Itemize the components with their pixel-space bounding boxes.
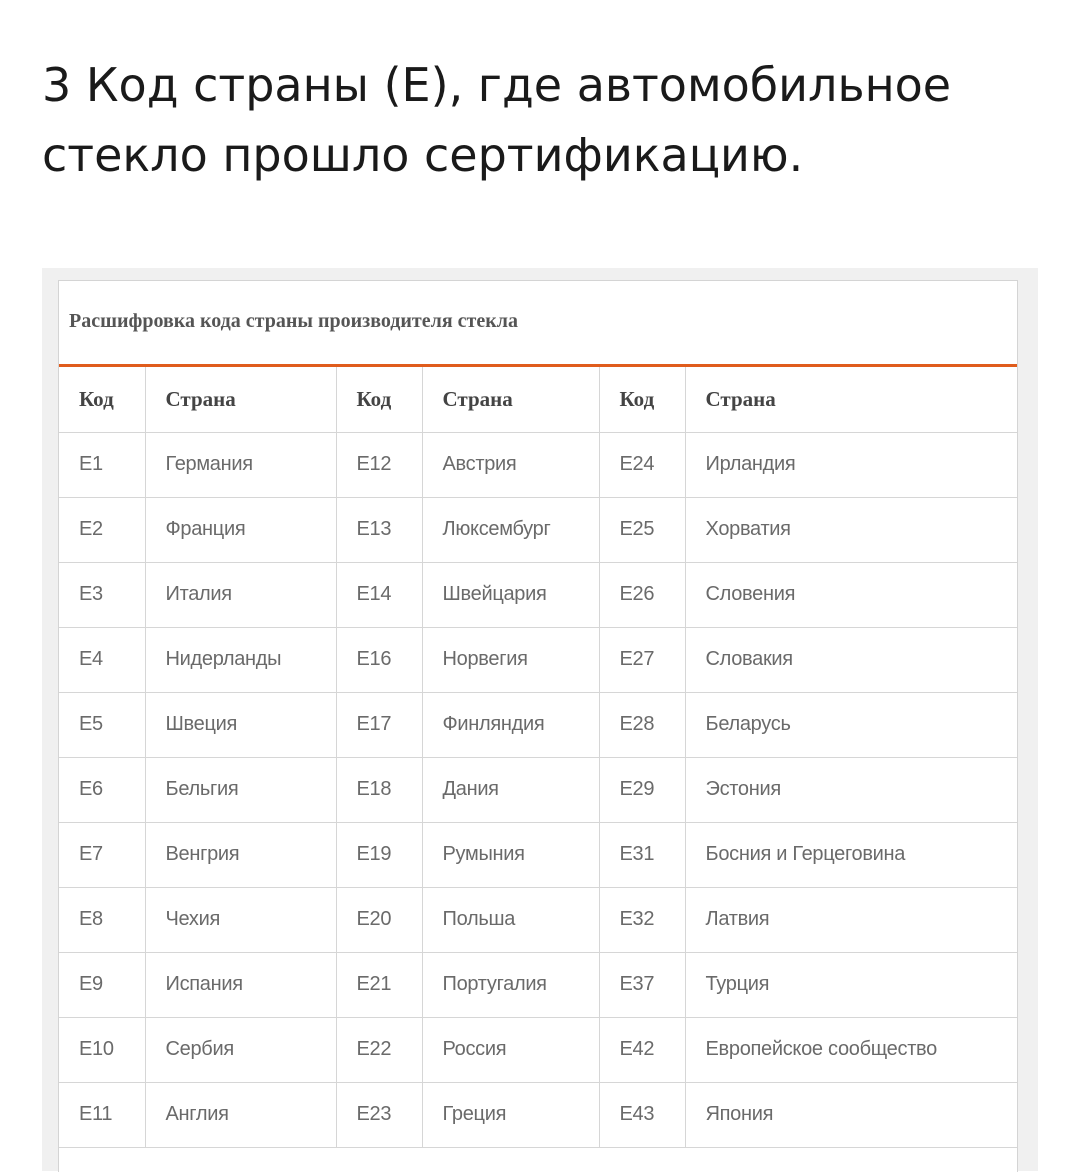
code-cell: E26 bbox=[599, 562, 685, 627]
code-cell: E24 bbox=[599, 432, 685, 497]
code-cell: E21 bbox=[336, 952, 422, 1017]
code-cell: E32 bbox=[599, 887, 685, 952]
country-cell: Турция bbox=[685, 952, 1017, 1017]
column-header-country: Страна bbox=[145, 367, 336, 432]
code-cell: E27 bbox=[599, 627, 685, 692]
table-row bbox=[59, 822, 1017, 887]
code-cell: E25 bbox=[599, 497, 685, 562]
country-cell: Словения bbox=[685, 562, 1017, 627]
country-cell: Европейское сообщество bbox=[685, 1017, 1017, 1082]
country-cell: Румыния bbox=[422, 822, 599, 887]
code-cell: E11 bbox=[59, 1082, 145, 1147]
country-code-table-box bbox=[58, 280, 1018, 1172]
table-row bbox=[59, 1017, 1017, 1082]
country-cell: Латвия bbox=[685, 887, 1017, 952]
code-cell: E20 bbox=[336, 887, 422, 952]
country-cell: Япония bbox=[685, 1082, 1017, 1147]
code-cell: E12 bbox=[336, 432, 422, 497]
code-cell: E13 bbox=[336, 497, 422, 562]
code-cell: E42 bbox=[599, 1017, 685, 1082]
column-header-country: Страна bbox=[685, 367, 1017, 432]
code-cell: E18 bbox=[336, 757, 422, 822]
table-row bbox=[59, 692, 1017, 757]
column-header-code: Код bbox=[599, 367, 685, 432]
country-cell: Нидерланды bbox=[145, 627, 336, 692]
code-cell: E8 bbox=[59, 887, 145, 952]
code-cell: E43 bbox=[599, 1082, 685, 1147]
table-row bbox=[59, 432, 1017, 497]
code-cell: E3 bbox=[59, 562, 145, 627]
country-cell: Ирландия bbox=[685, 432, 1017, 497]
code-cell: E17 bbox=[336, 692, 422, 757]
country-cell: Бельгия bbox=[145, 757, 336, 822]
code-cell: E2 bbox=[59, 497, 145, 562]
country-cell: Англия bbox=[145, 1082, 336, 1147]
country-cell: Россия bbox=[422, 1017, 599, 1082]
country-cell: Хорватия bbox=[685, 497, 1017, 562]
code-cell: E37 bbox=[599, 952, 685, 1017]
country-cell: Германия bbox=[145, 432, 336, 497]
country-cell: Португалия bbox=[422, 952, 599, 1017]
country-cell: Польша bbox=[422, 887, 599, 952]
country-cell: Норвегия bbox=[422, 627, 599, 692]
code-cell: E29 bbox=[599, 757, 685, 822]
country-cell: Сербия bbox=[145, 1017, 336, 1082]
table-caption: Расшифровка кода страны производителя стекла bbox=[59, 281, 1017, 367]
country-cell: Беларусь bbox=[685, 692, 1017, 757]
country-cell: Швеция bbox=[145, 692, 336, 757]
code-cell: E28 bbox=[599, 692, 685, 757]
code-cell: E23 bbox=[336, 1082, 422, 1147]
column-header-country: Страна bbox=[422, 367, 599, 432]
country-cell: Франция bbox=[145, 497, 336, 562]
code-cell: E9 bbox=[59, 952, 145, 1017]
country-cell: Австрия bbox=[422, 432, 599, 497]
table-row bbox=[59, 1082, 1017, 1147]
code-cell: E7 bbox=[59, 822, 145, 887]
country-cell: Босния и Герцеговина bbox=[685, 822, 1017, 887]
country-cell: Испания bbox=[145, 952, 336, 1017]
table-frame bbox=[42, 268, 1038, 1171]
code-cell: E16 bbox=[336, 627, 422, 692]
country-cell: Чехия bbox=[145, 887, 336, 952]
code-cell: E10 bbox=[59, 1017, 145, 1082]
country-cell: Люксембург bbox=[422, 497, 599, 562]
page-heading: 3 Код страны (Е), где автомобильное стекло прошло сертификацию. bbox=[42, 58, 952, 182]
code-cell: E22 bbox=[336, 1017, 422, 1082]
country-cell: Венгрия bbox=[145, 822, 336, 887]
country-cell: Швейцария bbox=[422, 562, 599, 627]
table-row bbox=[59, 627, 1017, 692]
code-cell: E19 bbox=[336, 822, 422, 887]
code-cell: E4 bbox=[59, 627, 145, 692]
country-cell: Дания bbox=[422, 757, 599, 822]
table-row bbox=[59, 952, 1017, 1017]
table-header-row bbox=[59, 367, 1017, 432]
country-cell: Словакия bbox=[685, 627, 1017, 692]
code-cell: E31 bbox=[599, 822, 685, 887]
column-header-code: Код bbox=[59, 367, 145, 432]
code-cell: E6 bbox=[59, 757, 145, 822]
table-row bbox=[59, 887, 1017, 952]
country-cell: Эстония bbox=[685, 757, 1017, 822]
code-cell: E5 bbox=[59, 692, 145, 757]
code-cell: E14 bbox=[336, 562, 422, 627]
country-code-table bbox=[59, 367, 1017, 1148]
table-row bbox=[59, 497, 1017, 562]
code-cell: E1 bbox=[59, 432, 145, 497]
column-header-code: Код bbox=[336, 367, 422, 432]
country-cell: Финляндия bbox=[422, 692, 599, 757]
table-row bbox=[59, 757, 1017, 822]
country-cell: Италия bbox=[145, 562, 336, 627]
table-row bbox=[59, 562, 1017, 627]
country-cell: Греция bbox=[422, 1082, 599, 1147]
